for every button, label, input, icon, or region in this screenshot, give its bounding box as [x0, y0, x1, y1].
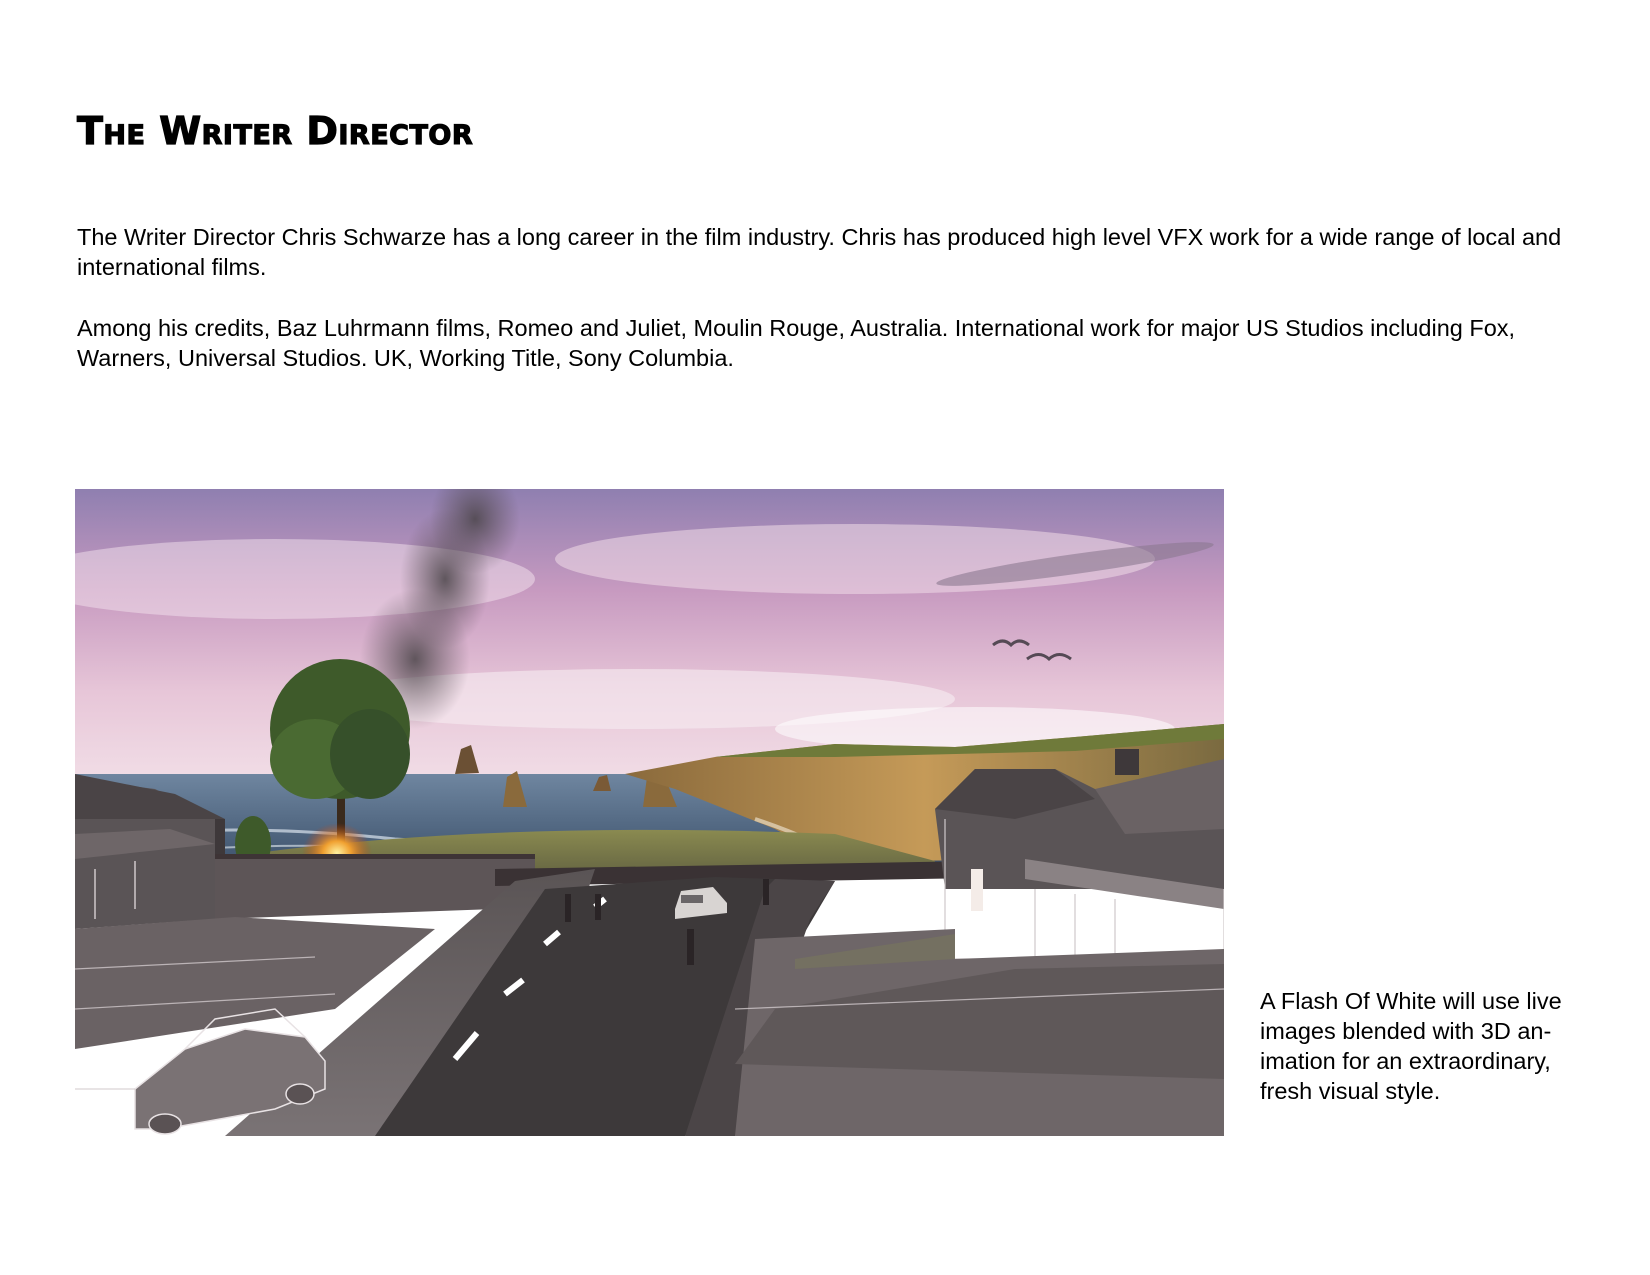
page-heading: The Writer Director — [77, 109, 474, 153]
caption-line-3: imation for an extraordinary, — [1260, 1048, 1551, 1074]
caption-line-4: fresh visual style. — [1260, 1078, 1441, 1104]
vfx-concept-image — [75, 489, 1224, 1136]
credits-paragraph: Among his credits, Baz Luhrmann films, Romeo and Juliet, Moulin Rouge, Australia. International work for major US Studios including Fox, Warners, Universal Studios. UK, Working Title, Sony Columbia. — [77, 315, 1516, 371]
intro-paragraph: The Writer Director Chris Schwarze has a long career in the film industry. Chris has produced high level VFX work for a wide range of local and international films. — [77, 224, 1562, 280]
image-caption — [1260, 986, 1600, 1106]
caption-line-2: images blended with 3D an- — [1260, 1018, 1552, 1044]
caption-line-1: A Flash Of White will use live — [1260, 988, 1562, 1014]
